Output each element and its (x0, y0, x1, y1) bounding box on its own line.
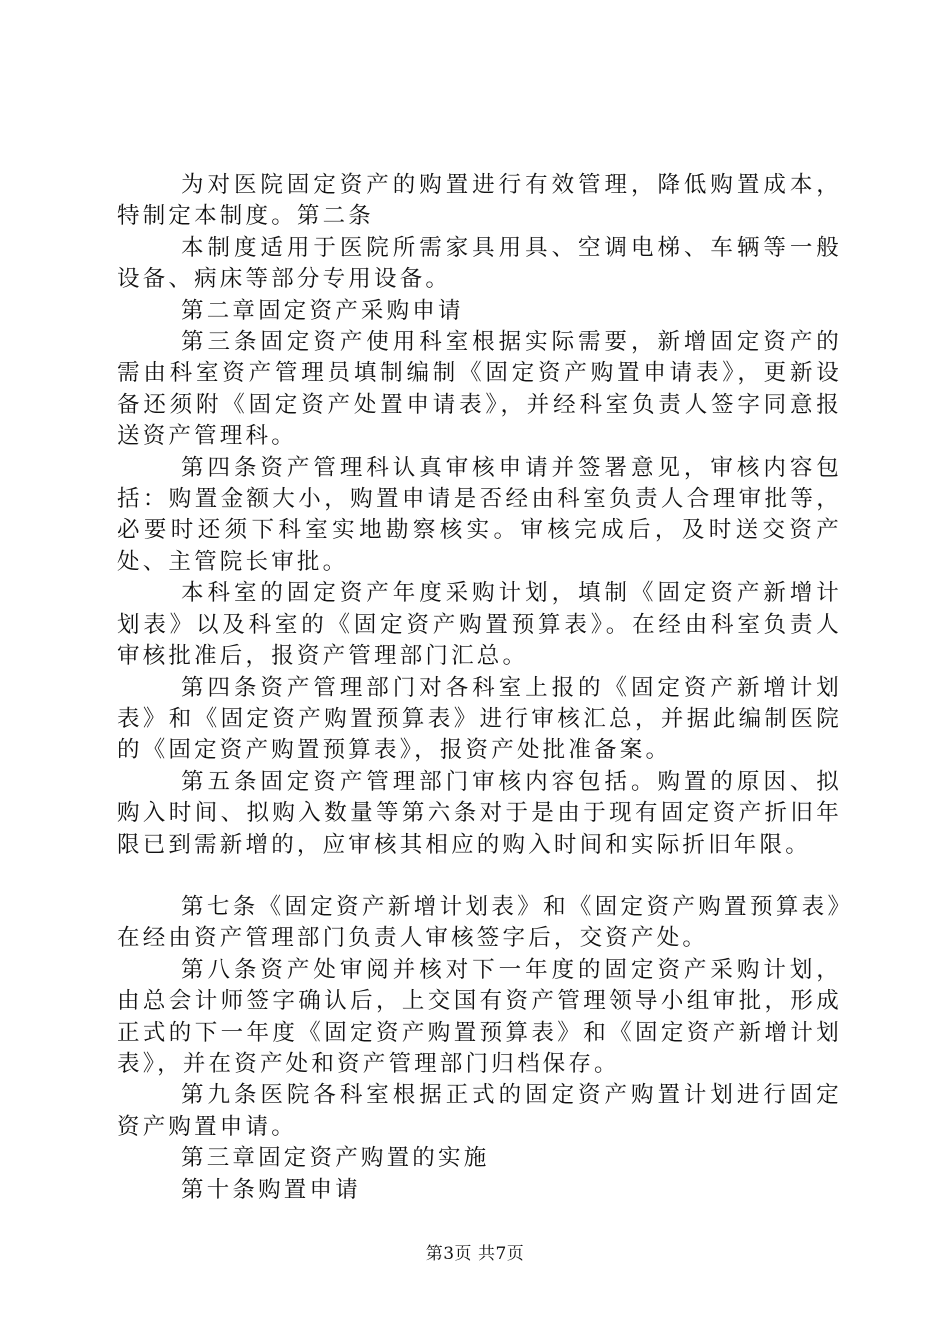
paragraph-gap (117, 861, 842, 892)
article-7-paragraph: 第七条《固定资产新增计划表》和《固定资产购置预算表》在经由资产管理部门负责人审核签字后，交资产处。 (117, 893, 842, 952)
chapter-heading-2: 第二章固定资产采购申请 (181, 297, 464, 324)
article-3-paragraph: 第三条固定资产使用科室根据实际需要，新增固定资产的需由科室资产管理员填制编制《固定资产购置申请表》，更新设备还须附《固定资产处置申请表》，并经科室负责人签字同意报送资产管理科。 (117, 329, 842, 450)
article-4b-paragraph: 第四条资产管理部门对各科室上报的《固定资产新增计划表》和《固定资产购置预算表》进行审核汇总，并据此编制医院的《固定资产购置预算表》，报资产处批准备案。 (117, 674, 842, 764)
chapter-heading-3: 第三章固定资产购置的实施 (181, 1145, 490, 1172)
article-4-paragraph: 第四条资产管理科认真审核申请并签署意见，审核内容包括：购置金额大小，购置申请是否经由科室负责人合理审批等，必要时还须下科室实地勘察核实。审核完成后，及时送交资产处、主管院长审批。 (117, 454, 842, 575)
document-body (117, 170, 842, 1206)
paragraph-scope: 本制度适用于医院所需家具用具、空调电梯、车辆等一般设备、病床等部分专用设备。 (117, 234, 842, 293)
article-10-paragraph: 第十条购置申请 (181, 1176, 361, 1203)
annual-plan-paragraph: 本科室的固定资产年度采购计划，填制《固定资产新增计划表》以及科室的《固定资产购置预算表》。在经由科室负责人审核批准后，报资产管理部门汇总。 (117, 580, 842, 670)
paragraph-intro: 为对医院固定资产的购置进行有效管理，降低购置成本，特制定本制度。第二条 (117, 172, 842, 230)
article-8-paragraph: 第八条资产处审阅并核对下一年度的固定资产采购计划，由总会计师签字确认后，上交国有资产管理领导小组审批，形成正式的下一年度《固定资产购置预算表》和《固定资产新增计划表》，并在资产处和资产管理部门归档保存。 (117, 956, 842, 1077)
article-9-paragraph: 第九条医院各科室根据正式的固定资产购置计划进行固定资产购置申请。 (117, 1082, 842, 1140)
article-5-paragraph: 第五条固定资产管理部门审核内容包括。购置的原因、拟购入时间、拟购入数量等第六条对于是由于现有固定资产折旧年限已到需新增的，应审核其相应的购入时间和实际折旧年限。 (117, 768, 842, 858)
page-footer: 第3页 共7页 (425, 1244, 525, 1264)
